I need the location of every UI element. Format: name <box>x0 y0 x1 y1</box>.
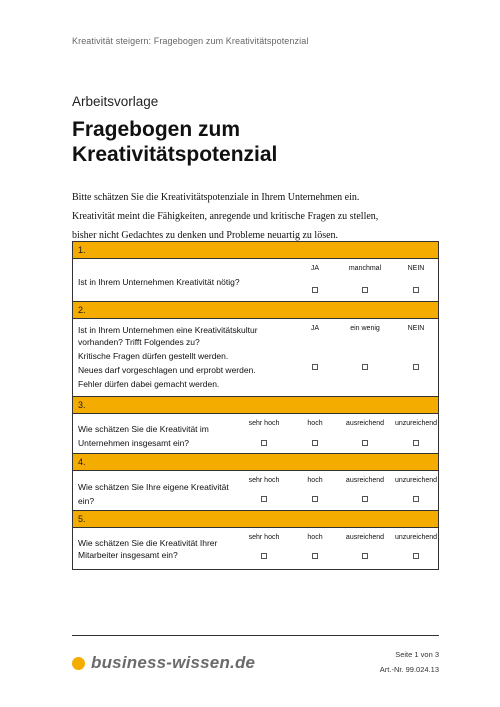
option-label: ausreichend <box>345 420 385 427</box>
option-label: hoch <box>307 477 323 484</box>
document-subtitle: Arbeitsvorlage <box>72 94 159 109</box>
checkbox[interactable] <box>362 553 368 559</box>
question-text-line: Wie schätzen Sie Ihre eigene Kreativität <box>78 482 229 492</box>
option-label: unzureichend <box>394 477 438 484</box>
checkbox[interactable] <box>312 496 318 502</box>
intro-line: bisher nicht Gedachtes zu denken und Probleme neuartig zu lösen. <box>72 230 339 241</box>
question-number-band: 4. <box>73 454 438 471</box>
question-text <box>78 422 209 450</box>
checkbox[interactable] <box>312 553 318 559</box>
page-number: Seite 1 von 3 <box>395 650 439 659</box>
option-label: ausreichend <box>345 477 385 484</box>
option-label: manchmal <box>348 265 382 272</box>
sub-item: Kritische Fragen dürfen gestellt werden. <box>78 351 229 361</box>
question-text-line: Unternehmen insgesamt ein? <box>78 438 190 448</box>
question-text <box>78 480 229 508</box>
checkbox[interactable] <box>261 496 267 502</box>
option-label: ein wenig <box>350 325 380 332</box>
question-block <box>73 414 438 454</box>
article-number: Art.-Nr. 99.024.13 <box>379 665 439 674</box>
question-text-line: Ist in Ihrem Unternehmen eine Kreativitätskultur <box>78 325 258 335</box>
questionnaire-table <box>72 241 439 570</box>
checkbox[interactable] <box>312 364 318 370</box>
option-label: sehr hoch <box>248 477 280 484</box>
brand-logo <box>72 653 255 673</box>
question-text <box>78 324 258 348</box>
checkbox[interactable] <box>362 496 368 502</box>
sub-item-list <box>78 349 256 391</box>
question-block <box>73 259 438 302</box>
question-text-line: Mitarbeiter insgesamt ein? <box>78 550 178 560</box>
question-number-band: 2. <box>73 302 438 319</box>
question-text-line: Wie schätzen Sie die Kreativität im <box>78 424 209 434</box>
question-text: Ist in Ihrem Unternehmen Kreativität nötig? <box>78 277 240 287</box>
logo-text: business-wissen.de <box>91 653 256 672</box>
question-text <box>78 537 217 561</box>
sub-item: Fehler dürfen dabei gemacht werden. <box>78 379 220 389</box>
page-info <box>380 647 439 677</box>
checkbox[interactable] <box>362 287 368 293</box>
document-title <box>72 117 277 167</box>
sub-item: Neues darf vorgeschlagen und erprobt werden. <box>78 365 256 375</box>
option-label: NEIN <box>407 325 425 332</box>
option-label: NEIN <box>407 265 425 272</box>
question-text-line: Wie schätzen Sie die Kreativität Ihrer <box>78 538 218 548</box>
option-label: ausreichend <box>345 534 385 541</box>
intro-text <box>72 188 442 245</box>
logo-dot-icon <box>72 657 85 670</box>
checkbox[interactable] <box>413 440 419 446</box>
question-number-band: 1. <box>73 242 438 259</box>
option-label: unzureichend <box>394 534 438 541</box>
question-number-band: 5. <box>73 511 438 528</box>
question-block <box>73 528 438 569</box>
question-text-line: vorhanden? Trifft Folgendes zu? <box>78 337 200 347</box>
running-header: Kreativität steigern: Fragebogen zum Kreativitätspotenzial <box>72 36 309 46</box>
checkbox[interactable] <box>413 287 419 293</box>
checkbox[interactable] <box>362 364 368 370</box>
checkbox[interactable] <box>312 287 318 293</box>
option-label: unzureichend <box>394 420 438 427</box>
option-label: hoch <box>307 420 323 427</box>
title-line-1: Fragebogen zum <box>72 118 241 141</box>
option-label: hoch <box>307 534 323 541</box>
question-text-line: ein? <box>78 496 95 506</box>
option-label: JA <box>310 325 320 332</box>
option-label: JA <box>310 265 320 272</box>
footer-divider <box>72 635 439 636</box>
intro-line: Bitte schätzen Sie die Kreativitätspotenziale in Ihrem Unternehmen ein. <box>72 192 360 203</box>
title-line-2: Kreativitätspotenzial <box>72 143 278 166</box>
checkbox[interactable] <box>261 553 267 559</box>
checkbox[interactable] <box>413 496 419 502</box>
checkbox[interactable] <box>312 440 318 446</box>
question-number-band: 3. <box>73 397 438 414</box>
intro-line: Kreativität meint die Fähigkeiten, anregende und kritische Fragen zu stellen, <box>72 211 379 222</box>
question-block <box>73 471 438 511</box>
checkbox[interactable] <box>261 440 267 446</box>
question-block <box>73 319 438 397</box>
checkbox[interactable] <box>413 364 419 370</box>
checkbox[interactable] <box>413 553 419 559</box>
option-label: sehr hoch <box>248 420 280 427</box>
option-label: sehr hoch <box>248 534 280 541</box>
checkbox[interactable] <box>362 440 368 446</box>
